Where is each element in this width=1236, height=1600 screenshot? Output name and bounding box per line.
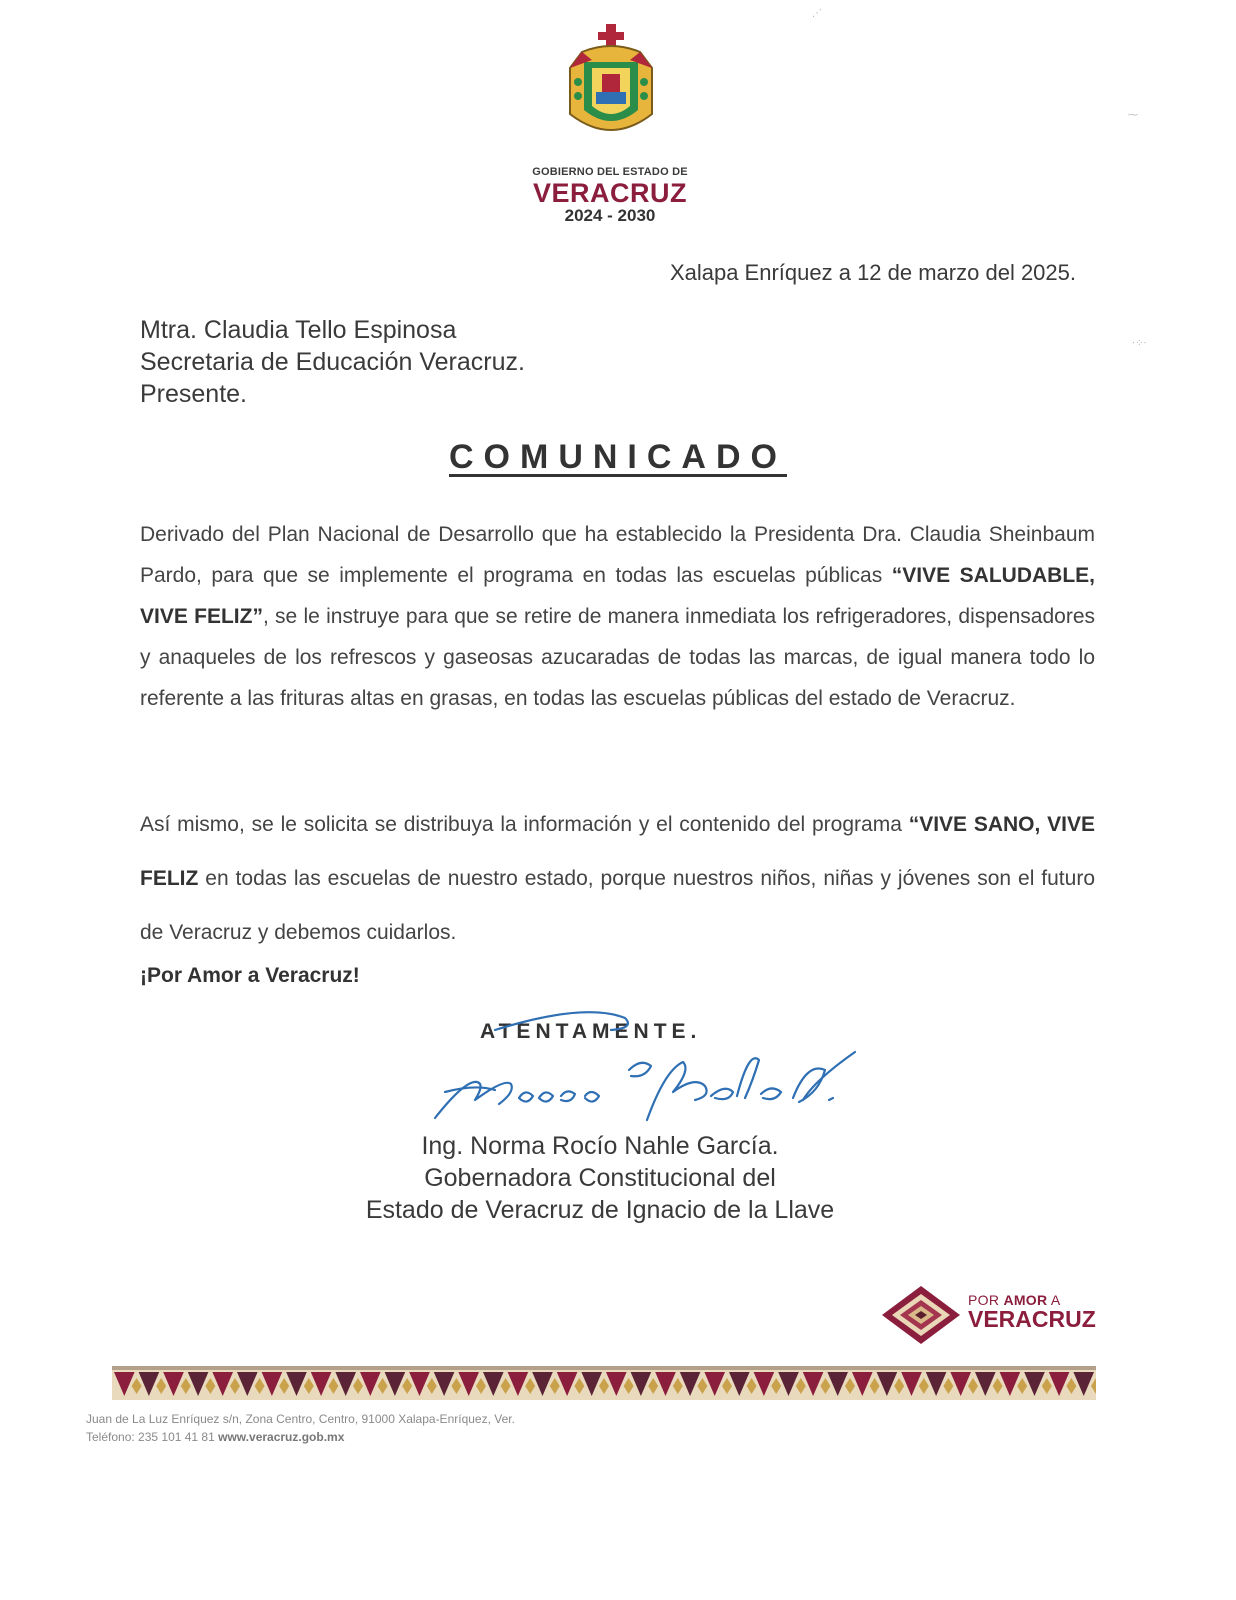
slogan-bold-word: AMOR — [1003, 1292, 1048, 1308]
government-period: 2024 - 2030 — [564, 206, 656, 225]
signer-block — [300, 1130, 900, 1226]
band-top-stripe — [112, 1366, 1096, 1370]
scan-speck: ⁓ — [1128, 110, 1138, 121]
slogan-suffix: A — [1047, 1292, 1061, 1308]
closing-phrase: ¡Por Amor a Veracruz! — [140, 964, 360, 987]
recipient-greeting: Presente. — [140, 380, 248, 408]
letter-date: Xalapa Enríquez a 12 de marzo del 2025. — [669, 260, 1076, 285]
footer-phone-line — [86, 1428, 515, 1446]
government-header — [500, 166, 720, 226]
scan-speck: ⋅⁘⋅ — [1132, 338, 1147, 349]
signer-state: Estado de Veracruz de Ignacio de la Llave — [365, 1196, 835, 1224]
footer-contact — [86, 1410, 515, 1446]
paragraph-2-text-b: en todas las escuelas de nuestro estado, porque nuestros niños, niñas y jóvenes son el futuro de Veracruz y debemos cuidarlos. — [140, 867, 1095, 944]
government-name: VERACRUZ — [532, 178, 687, 208]
paragraph-1-text-b: , se le instruye para que se retire de manera inmediata los refrigeradores, dispensadores y anaqueles de los refrescos y gaseosas azucaradas de todas las marcas, de igual manera todo lo referente a las frituras altas en grasas, en todas las escuelas públicas del estado de Veracruz. — [140, 605, 1095, 710]
slogan-block — [968, 1292, 1096, 1330]
footer-phone: Teléfono: 235 101 41 81 — [86, 1430, 219, 1444]
signer-role: Gobernadora Constitucional del — [424, 1164, 776, 1192]
paragraph-1-text-a: Derivado del Plan Nacional de Desarrollo que ha establecido la Presidenta Dra. Claudia Sheinbaum Pardo, para que se implemente el programa en todas las escuelas públicas — [140, 523, 1095, 587]
paragraph-1-program-name: “VIVE SALUDABLE, VIVE FELIZ” — [140, 564, 1095, 628]
state-coat-of-arms-icon — [562, 22, 660, 146]
decorative-pattern-band — [112, 1366, 1096, 1400]
recipient-name: Mtra. Claudia Tello Espinosa — [140, 316, 457, 344]
por-amor-emblem-icon — [880, 1284, 962, 1346]
scan-speck: ⋰ — [812, 8, 822, 19]
document-title: COMUNICADO — [449, 438, 787, 476]
sign-off: ATENTAMENTE. — [480, 1020, 702, 1043]
footer-address: Juan de La Luz Enríquez s/n, Zona Centro, Centro, 91000 Xalapa-Enríquez, Ver. — [86, 1412, 515, 1426]
slogan-name: VERACRUZ — [968, 1306, 1096, 1332]
handwritten-signature-icon — [415, 1000, 885, 1130]
body-paragraph-2 — [140, 798, 1095, 960]
recipient-block — [140, 314, 525, 410]
signer-name: Ing. Norma Rocío Nahle García. — [421, 1132, 779, 1160]
document-title-wrap — [0, 438, 1236, 477]
slogan-prefix: POR — [968, 1292, 1004, 1308]
footer-website-link[interactable]: www.veracruz.gob.mx — [218, 1430, 345, 1444]
paragraph-2-text-a: Así mismo, se le solicita se distribuya la información y el contenido del programa — [140, 813, 909, 836]
recipient-position: Secretaria de Educación Veracruz. — [140, 348, 525, 376]
paragraph-2-program-name: “VIVE SANO, VIVE FELIZ — [140, 813, 1096, 890]
body-paragraph-1 — [140, 514, 1095, 719]
government-prefix: GOBIERNO DEL ESTADO DE — [532, 166, 688, 178]
